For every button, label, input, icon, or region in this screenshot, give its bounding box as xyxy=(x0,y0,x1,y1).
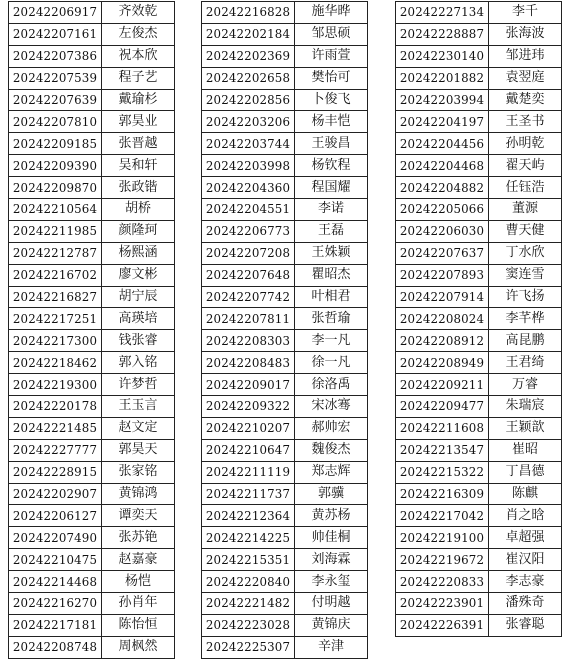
student-id-cell: 20242207208 xyxy=(202,242,295,264)
student-id-cell: 20242203744 xyxy=(202,133,295,155)
student-name-cell: 张海波 xyxy=(489,23,562,45)
student-id-cell: 20242203994 xyxy=(396,89,489,111)
student-id-cell: 20242209185 xyxy=(9,133,102,155)
student-name-cell: 程国耀 xyxy=(295,177,368,199)
roster-table xyxy=(395,1,562,637)
table-row xyxy=(396,177,562,199)
student-id-cell: 20242206917 xyxy=(9,2,102,24)
student-name-cell: 黄苏杨 xyxy=(295,505,368,527)
student-name-cell: 周枫然 xyxy=(102,636,175,658)
table-row xyxy=(9,177,175,199)
student-id-cell: 20242209017 xyxy=(202,374,295,396)
student-name-cell: 郑志辉 xyxy=(295,461,368,483)
student-id-cell: 20242219672 xyxy=(396,549,489,571)
table-row xyxy=(396,111,562,133)
table-row xyxy=(202,308,368,330)
table-row xyxy=(396,549,562,571)
table-row xyxy=(9,133,175,155)
table-row xyxy=(202,242,368,264)
student-name-cell: 郭骥 xyxy=(295,483,368,505)
table-row xyxy=(9,483,175,505)
table-row xyxy=(202,352,368,374)
table-row xyxy=(9,374,175,396)
student-name-cell: 许雨萱 xyxy=(295,45,368,67)
table-row xyxy=(9,571,175,593)
student-name-cell: 程子艺 xyxy=(102,67,175,89)
student-name-cell: 宋冰骞 xyxy=(295,396,368,418)
student-id-cell: 20242204197 xyxy=(396,111,489,133)
student-name-cell: 卓超强 xyxy=(489,527,562,549)
student-id-cell: 20242221485 xyxy=(9,417,102,439)
student-name-cell: 张晋越 xyxy=(102,133,175,155)
student-name-cell: 孙肖年 xyxy=(102,593,175,615)
student-name-cell: 李永玺 xyxy=(295,571,368,593)
table-row xyxy=(9,220,175,242)
table-row xyxy=(396,155,562,177)
student-id-cell: 20242211737 xyxy=(202,483,295,505)
student-name-cell: 杨恺 xyxy=(102,571,175,593)
student-name-cell: 徐洛禹 xyxy=(295,374,368,396)
roster-table-column-2 xyxy=(201,1,368,659)
student-id-cell: 20242210647 xyxy=(202,439,295,461)
table-row xyxy=(202,614,368,636)
student-name-cell: 杨熙涵 xyxy=(102,242,175,264)
student-name-cell: 高昆鹏 xyxy=(489,330,562,352)
student-id-cell: 20242225307 xyxy=(202,636,295,658)
table-row xyxy=(9,199,175,221)
roster-table xyxy=(8,1,175,659)
table-row xyxy=(202,417,368,439)
student-name-cell: 赵嘉豪 xyxy=(102,549,175,571)
student-name-cell: 黄锦庆 xyxy=(295,614,368,636)
student-name-cell: 张苏铯 xyxy=(102,527,175,549)
student-name-cell: 吴和轩 xyxy=(102,155,175,177)
table-row xyxy=(9,505,175,527)
student-id-cell: 20242207810 xyxy=(9,111,102,133)
table-row xyxy=(202,264,368,286)
student-name-cell: 王颖歆 xyxy=(489,417,562,439)
student-id-cell: 20242216828 xyxy=(202,2,295,24)
student-id-cell: 20242207639 xyxy=(9,89,102,111)
student-name-cell: 徐一凡 xyxy=(295,352,368,374)
student-id-cell: 20242208024 xyxy=(396,308,489,330)
roster-table-column-3 xyxy=(395,1,562,637)
student-id-cell: 20242208912 xyxy=(396,330,489,352)
table-row xyxy=(9,23,175,45)
student-id-cell: 20242217042 xyxy=(396,505,489,527)
student-id-cell: 20242207893 xyxy=(396,264,489,286)
student-id-cell: 20242201882 xyxy=(396,67,489,89)
table-row xyxy=(202,89,368,111)
student-name-cell: 胡桥 xyxy=(102,199,175,221)
student-id-cell: 20242223901 xyxy=(396,593,489,615)
student-name-cell: 戴楚奕 xyxy=(489,89,562,111)
table-row xyxy=(202,23,368,45)
student-name-cell: 邹思硕 xyxy=(295,23,368,45)
student-id-cell: 20242207490 xyxy=(9,527,102,549)
student-id-cell: 20242205066 xyxy=(396,199,489,221)
student-id-cell: 20242207386 xyxy=(9,45,102,67)
student-id-cell: 20242211608 xyxy=(396,417,489,439)
student-id-cell: 20242202658 xyxy=(202,67,295,89)
student-id-cell: 20242228887 xyxy=(396,23,489,45)
student-id-cell: 20242202184 xyxy=(202,23,295,45)
student-id-cell: 20242207637 xyxy=(396,242,489,264)
table-row xyxy=(9,614,175,636)
student-id-cell: 20242206127 xyxy=(9,505,102,527)
table-row xyxy=(396,242,562,264)
student-id-cell: 20242215322 xyxy=(396,461,489,483)
student-id-cell: 20242220833 xyxy=(396,571,489,593)
table-row xyxy=(396,571,562,593)
student-id-cell: 20242216270 xyxy=(9,593,102,615)
table-row xyxy=(396,45,562,67)
student-name-cell: 张家铭 xyxy=(102,461,175,483)
student-name-cell: 郭入铭 xyxy=(102,352,175,374)
table-row xyxy=(396,308,562,330)
table-row xyxy=(396,505,562,527)
table-row xyxy=(202,155,368,177)
student-id-cell: 20242218462 xyxy=(9,352,102,374)
table-row xyxy=(202,549,368,571)
student-name-cell: 辛津 xyxy=(295,636,368,658)
table-row xyxy=(9,67,175,89)
student-name-cell: 崔汉阳 xyxy=(489,549,562,571)
student-id-cell: 20242202369 xyxy=(202,45,295,67)
student-name-cell: 帅佳桐 xyxy=(295,527,368,549)
student-id-cell: 20242207742 xyxy=(202,286,295,308)
table-row xyxy=(396,614,562,636)
student-name-cell: 张政锴 xyxy=(102,177,175,199)
student-name-cell: 李芊桦 xyxy=(489,308,562,330)
student-name-cell: 杨钦程 xyxy=(295,155,368,177)
student-id-cell: 20242223028 xyxy=(202,614,295,636)
table-row xyxy=(9,242,175,264)
table-row xyxy=(396,286,562,308)
student-name-cell: 朱瑞宸 xyxy=(489,396,562,418)
student-name-cell: 崔昭 xyxy=(489,439,562,461)
student-id-cell: 20242204468 xyxy=(396,155,489,177)
table-row xyxy=(9,264,175,286)
student-id-cell: 20242204551 xyxy=(202,199,295,221)
student-id-cell: 20242207914 xyxy=(396,286,489,308)
student-id-cell: 20242204882 xyxy=(396,177,489,199)
table-row xyxy=(202,133,368,155)
student-name-cell: 邹进玮 xyxy=(489,45,562,67)
student-id-cell: 20242204360 xyxy=(202,177,295,199)
table-row xyxy=(202,593,368,615)
table-row xyxy=(9,330,175,352)
student-id-cell: 20242216827 xyxy=(9,286,102,308)
student-id-cell: 20242212787 xyxy=(9,242,102,264)
student-id-cell: 20242210475 xyxy=(9,549,102,571)
student-id-cell: 20242206030 xyxy=(396,220,489,242)
table-row xyxy=(202,439,368,461)
student-name-cell: 付明越 xyxy=(295,593,368,615)
student-name-cell: 许梦哲 xyxy=(102,374,175,396)
student-id-cell: 20242219300 xyxy=(9,374,102,396)
table-row xyxy=(396,23,562,45)
table-row xyxy=(9,352,175,374)
student-id-cell: 20242209477 xyxy=(396,396,489,418)
table-row xyxy=(202,2,368,24)
student-id-cell: 20242209322 xyxy=(202,396,295,418)
student-name-cell: 陈麒 xyxy=(489,483,562,505)
table-row xyxy=(9,396,175,418)
table-row xyxy=(202,527,368,549)
student-id-cell: 20242214468 xyxy=(9,571,102,593)
student-name-cell: 樊怡可 xyxy=(295,67,368,89)
student-name-cell: 王磊 xyxy=(295,220,368,242)
student-name-cell: 叶相君 xyxy=(295,286,368,308)
student-id-cell: 20242203206 xyxy=(202,111,295,133)
student-id-cell: 20242215351 xyxy=(202,549,295,571)
table-row xyxy=(396,264,562,286)
table-row xyxy=(202,177,368,199)
table-row xyxy=(9,439,175,461)
table-row xyxy=(396,593,562,615)
student-name-cell: 郭昊天 xyxy=(102,439,175,461)
student-id-cell: 20242206773 xyxy=(202,220,295,242)
table-row xyxy=(9,636,175,658)
table-row xyxy=(9,89,175,111)
student-id-cell: 20242220840 xyxy=(202,571,295,593)
student-name-cell: 李诺 xyxy=(295,199,368,221)
student-id-cell: 20242204456 xyxy=(396,133,489,155)
table-row xyxy=(396,199,562,221)
student-id-cell: 20242207161 xyxy=(9,23,102,45)
table-row xyxy=(396,133,562,155)
student-name-cell: 丁昌德 xyxy=(489,461,562,483)
table-row xyxy=(396,89,562,111)
table-row xyxy=(202,111,368,133)
table-row xyxy=(9,2,175,24)
student-name-cell: 丁水欣 xyxy=(489,242,562,264)
table-row xyxy=(202,199,368,221)
student-name-cell: 颜隆珂 xyxy=(102,220,175,242)
student-id-cell: 20242202856 xyxy=(202,89,295,111)
table-row xyxy=(396,330,562,352)
table-row xyxy=(202,461,368,483)
student-name-cell: 施华晔 xyxy=(295,2,368,24)
student-name-cell: 王君绮 xyxy=(489,352,562,374)
student-name-cell: 齐效乾 xyxy=(102,2,175,24)
student-id-cell: 20242226391 xyxy=(396,614,489,636)
student-name-cell: 左俊杰 xyxy=(102,23,175,45)
student-id-cell: 20242217251 xyxy=(9,308,102,330)
table-row xyxy=(202,636,368,658)
student-id-cell: 20242209870 xyxy=(9,177,102,199)
student-name-cell: 万睿 xyxy=(489,374,562,396)
student-name-cell: 廖文彬 xyxy=(102,264,175,286)
student-id-cell: 20242220178 xyxy=(9,396,102,418)
student-id-cell: 20242230140 xyxy=(396,45,489,67)
student-id-cell: 20242217181 xyxy=(9,614,102,636)
student-id-cell: 20242221482 xyxy=(202,593,295,615)
student-name-cell: 肖之晗 xyxy=(489,505,562,527)
student-id-cell: 20242227134 xyxy=(396,2,489,24)
student-name-cell: 董源 xyxy=(489,199,562,221)
table-row xyxy=(202,505,368,527)
table-row xyxy=(396,417,562,439)
table-row xyxy=(396,352,562,374)
student-id-cell: 20242202907 xyxy=(9,483,102,505)
student-name-cell: 翟天屿 xyxy=(489,155,562,177)
student-id-cell: 20242210564 xyxy=(9,199,102,221)
student-name-cell: 任钰浩 xyxy=(489,177,562,199)
table-row xyxy=(202,571,368,593)
student-name-cell: 袁翌庭 xyxy=(489,67,562,89)
student-name-cell: 王姝颖 xyxy=(295,242,368,264)
table-row xyxy=(202,67,368,89)
student-id-cell: 20242207648 xyxy=(202,264,295,286)
table-row xyxy=(202,374,368,396)
student-name-cell: 魏俊杰 xyxy=(295,439,368,461)
table-row xyxy=(9,155,175,177)
table-row xyxy=(202,286,368,308)
table-row xyxy=(202,330,368,352)
table-row xyxy=(9,527,175,549)
student-name-cell: 高瑛培 xyxy=(102,308,175,330)
table-row xyxy=(202,220,368,242)
student-name-cell: 许飞扬 xyxy=(489,286,562,308)
table-row xyxy=(202,483,368,505)
table-row xyxy=(202,45,368,67)
table-row xyxy=(396,220,562,242)
student-name-cell: 李一凡 xyxy=(295,330,368,352)
table-row xyxy=(202,396,368,418)
student-id-cell: 20242212364 xyxy=(202,505,295,527)
student-name-cell: 赵文定 xyxy=(102,417,175,439)
student-name-cell: 刘海霖 xyxy=(295,549,368,571)
student-name-cell: 王圣书 xyxy=(489,111,562,133)
student-name-cell: 张睿聪 xyxy=(489,614,562,636)
student-id-cell: 20242216309 xyxy=(396,483,489,505)
student-id-cell: 20242214225 xyxy=(202,527,295,549)
table-row xyxy=(9,417,175,439)
student-name-cell: 陈怡恒 xyxy=(102,614,175,636)
student-name-cell: 郭昊业 xyxy=(102,111,175,133)
student-id-cell: 20242209390 xyxy=(9,155,102,177)
student-id-cell: 20242207811 xyxy=(202,308,295,330)
table-row xyxy=(9,308,175,330)
student-id-cell: 20242210207 xyxy=(202,417,295,439)
student-id-cell: 20242207539 xyxy=(9,67,102,89)
student-name-cell: 祝本欣 xyxy=(102,45,175,67)
student-name-cell: 卜俊飞 xyxy=(295,89,368,111)
student-id-cell: 20242203998 xyxy=(202,155,295,177)
student-name-cell: 李千 xyxy=(489,2,562,24)
student-name-cell: 曹天健 xyxy=(489,220,562,242)
table-row xyxy=(9,593,175,615)
student-name-cell: 戴瑜杉 xyxy=(102,89,175,111)
roster-table-column-1 xyxy=(8,1,175,659)
table-row xyxy=(396,439,562,461)
student-id-cell: 20242208483 xyxy=(202,352,295,374)
table-row xyxy=(9,549,175,571)
student-id-cell: 20242208303 xyxy=(202,330,295,352)
student-id-cell: 20242216702 xyxy=(9,264,102,286)
student-name-cell: 潘殊奇 xyxy=(489,593,562,615)
student-name-cell: 瞿昭杰 xyxy=(295,264,368,286)
student-id-cell: 20242217300 xyxy=(9,330,102,352)
student-name-cell: 窦连雪 xyxy=(489,264,562,286)
student-id-cell: 20242227777 xyxy=(9,439,102,461)
table-row xyxy=(396,527,562,549)
student-name-cell: 李志豪 xyxy=(489,571,562,593)
student-id-cell: 20242208748 xyxy=(9,636,102,658)
student-name-cell: 孙明乾 xyxy=(489,133,562,155)
table-row xyxy=(9,286,175,308)
student-name-cell: 钱张睿 xyxy=(102,330,175,352)
student-id-cell: 20242219100 xyxy=(396,527,489,549)
table-row xyxy=(9,45,175,67)
student-name-cell: 谭奕天 xyxy=(102,505,175,527)
table-row xyxy=(396,396,562,418)
student-name-cell: 王玉言 xyxy=(102,396,175,418)
table-row xyxy=(396,67,562,89)
student-name-cell: 张哲瑜 xyxy=(295,308,368,330)
student-id-cell: 20242211985 xyxy=(9,220,102,242)
table-row xyxy=(396,461,562,483)
student-id-cell: 20242211119 xyxy=(202,461,295,483)
student-id-cell: 20242209211 xyxy=(396,374,489,396)
student-id-cell: 20242228915 xyxy=(9,461,102,483)
student-id-cell: 20242208949 xyxy=(396,352,489,374)
table-row xyxy=(396,2,562,24)
student-name-cell: 杨丰恺 xyxy=(295,111,368,133)
table-row xyxy=(9,461,175,483)
student-name-cell: 王骏昌 xyxy=(295,133,368,155)
table-row xyxy=(396,374,562,396)
student-name-cell: 郝帅宏 xyxy=(295,417,368,439)
student-id-cell: 20242213547 xyxy=(396,439,489,461)
student-name-cell: 胡宁辰 xyxy=(102,286,175,308)
roster-table xyxy=(201,1,368,659)
student-name-cell: 黄锦鸿 xyxy=(102,483,175,505)
table-row xyxy=(9,111,175,133)
table-row xyxy=(396,483,562,505)
